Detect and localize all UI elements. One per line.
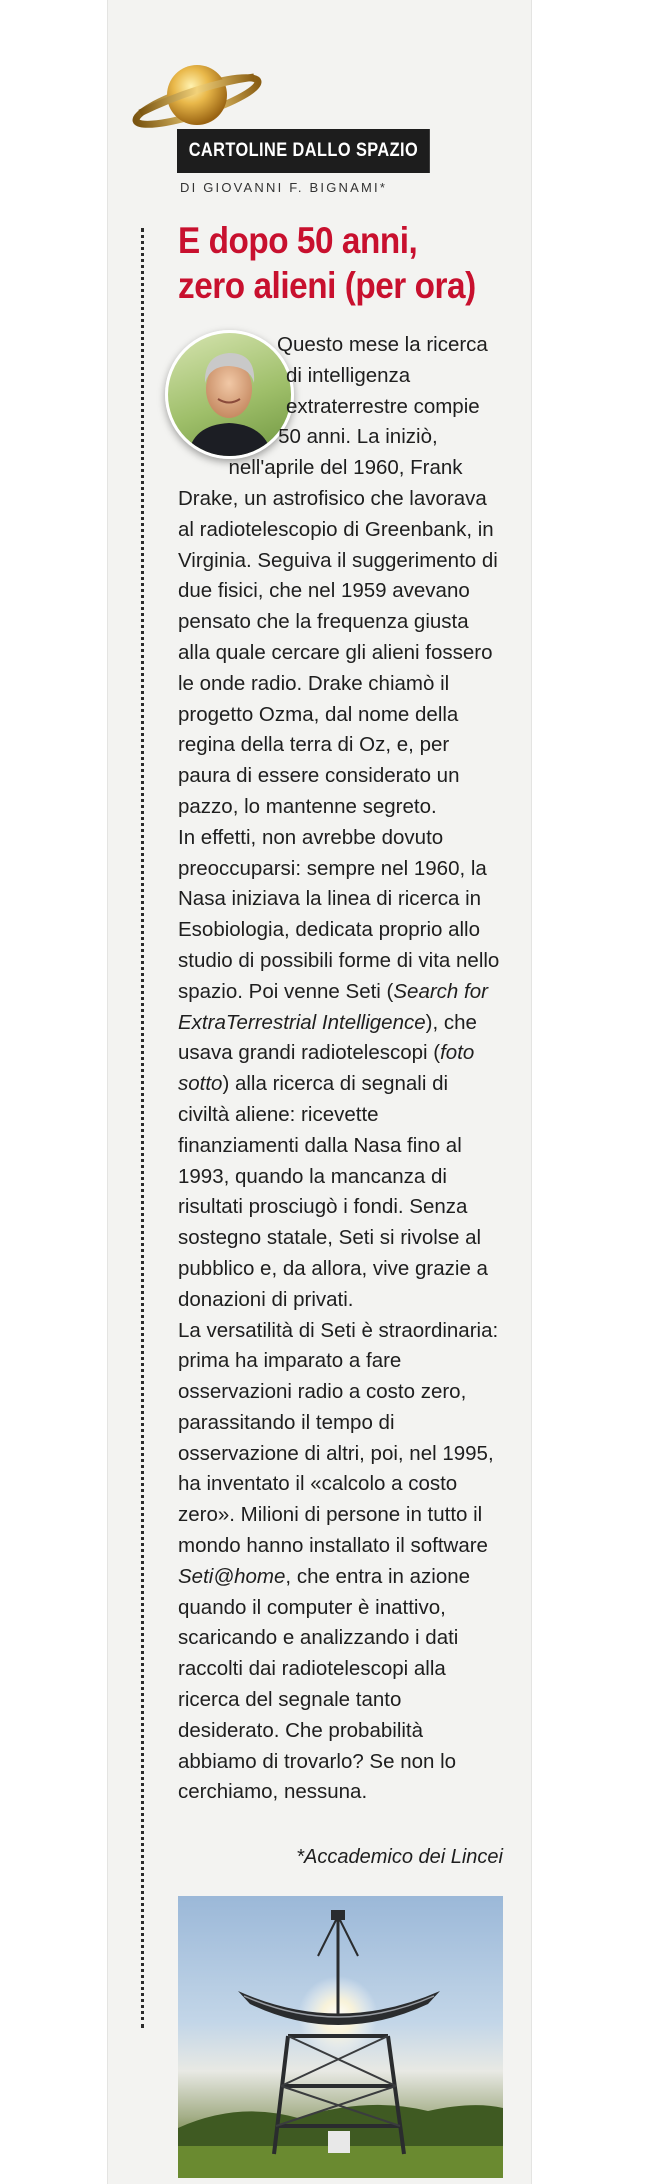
- saturn-icon: [130, 55, 265, 140]
- body-paragraph-1: Questo mese la ricerca di intelligenza extraterrestre compie 50 anni. La iniziò, nell'aprile del 1960, Frank Drake, un astrofisico che lavorava al radiotelescopio di Greenbank, in Virginia. Seguiva il suggerimento di due fisici, che nel 1959 avevano pensato che la frequenza giusta alla quale cercare gli alieni fossero le onde radio. Drake chiamò il progetto Ozma, dal nome della regina della terra di Oz, e, per paura di essere considerato un pazzo, lo mantenne segreto.: [178, 333, 498, 818]
- body-paragraph-3: [178, 1316, 503, 1809]
- p2-text-b: ), che usava grandi radiotelescopi (: [178, 1010, 477, 1065]
- p2-photo-ref: foto sotto: [178, 1041, 475, 1096]
- body-paragraph-2: [178, 823, 503, 1316]
- article-body: [178, 330, 503, 1808]
- p2-text-a: In effetti, non avrebbe dovuto preoccuparsi: sempre nel 1960, la Nasa iniziava la linea di ricerca in Esobiologia, dedicata proprio allo studio di possibili forme di vita nello spazio. Poi venne Seti (: [178, 825, 500, 1003]
- title-line-2: zero alieni (per ora): [178, 265, 476, 306]
- article-title: [178, 218, 518, 308]
- section-header-bar: CARTOLINE DALLO SPAZIO: [177, 129, 430, 173]
- p2-seti-expansion: Search for ExtraTerrestrial Intelligence: [178, 979, 488, 1034]
- p3-software-name: Seti@home: [178, 1564, 286, 1588]
- p2-text-c: ) alla ricerca di segnali di civiltà aliene: ricevette finanziamenti dalla Nasa fino al 1993, quando la mancanza di risultati prosciugò i fondi. Senza sostegno statale, Seti si rivolse al pubblico e, da allora, vive grazie a donazioni di privati.: [178, 1072, 488, 1311]
- radio-telescope-photo: [178, 1896, 503, 2178]
- radio-telescope-graphic: [178, 1896, 503, 2178]
- author-credit: *Accademico dei Lincei: [296, 1846, 503, 1868]
- title-line-1: E dopo 50 anni,: [178, 220, 418, 261]
- dotted-margin-rule: [141, 228, 144, 2028]
- p3-text-a: La versatilità di Seti è straordinaria: prima ha imparato a fare osservazioni radio a costo zero, parassitando il tempo di osservazione di altri, poi, nel 1995, ha inventato il «calcolo a costo zero». Milioni di persone in tutto il mondo hanno installato il software: [178, 1318, 499, 1558]
- byline: DI GIOVANNI F. BIGNAMI*: [180, 180, 388, 195]
- p3-text-b: , che entra in azione quando il computer è inattivo, scaricando e analizzando i dati raccolti dai radiotelescopi alla ricerca del segnale tanto desiderato. Che probabilità abbiamo di trovarlo? Se non lo cerchiamo, nessuna.: [178, 1564, 471, 1804]
